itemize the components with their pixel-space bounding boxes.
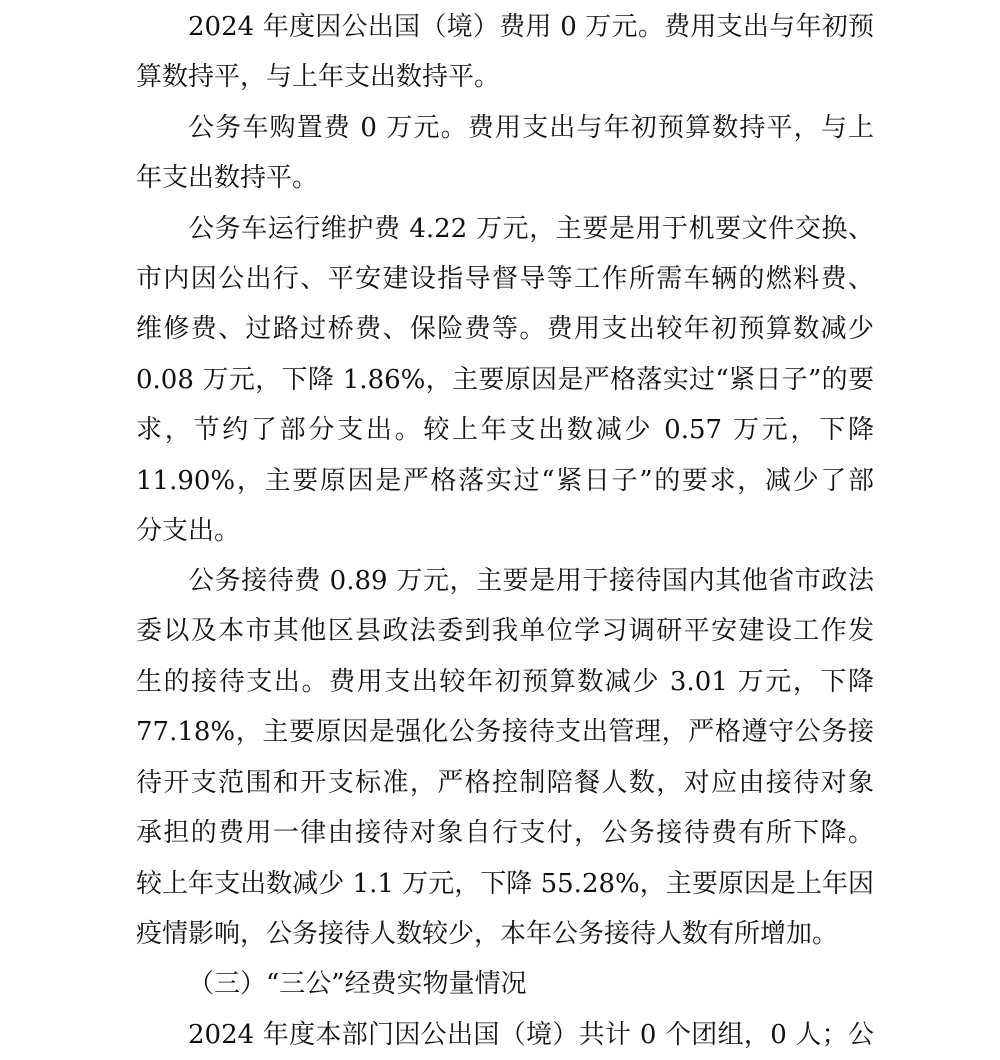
line-text: 77.18%，主要原因是强化公务接待支出管理，严格遵守公务接 xyxy=(136,717,874,747)
line-text: 生的接待支出。费用支出较年初预算数减少 3.01 万元，下降 xyxy=(136,667,874,697)
line-text: 公务车运行维护费 4.22 万元，主要是用于机要文件交换、 xyxy=(188,214,874,244)
line-text: 年支出数持平。 xyxy=(136,163,319,193)
line-text: 较上年支出数减少 1.1 万元，下降 55.28%，主要原因是上年因 xyxy=(136,869,874,899)
line-text: 公务接待费 0.89 万元，主要是用于接待国内其他省市政法 xyxy=(188,566,874,596)
paragraph-line xyxy=(0,758,1000,808)
paragraph-line xyxy=(0,204,1000,254)
line-text: 市内因公出行、平安建设指导督导等工作所需车辆的燃料费、 xyxy=(136,264,874,294)
paragraph-line xyxy=(0,657,1000,707)
paragraph-line xyxy=(0,808,1000,858)
line-text: 委以及本市其他区县政法委到我单位学习调研平安建设工作发 xyxy=(136,616,874,646)
paragraph-line xyxy=(0,556,1000,606)
line-text: 待开支范围和开支标准，严格控制陪餐人数，对应由接待对象 xyxy=(136,768,874,798)
line-text: 公务车购置费 0 万元。费用支出与年初预算数持平，与上 xyxy=(188,113,874,143)
paragraph-line xyxy=(0,2,1000,52)
line-text: 维修费、过路过桥费、保险费等。费用支出较年初预算数减少 xyxy=(136,314,874,344)
paragraph-line xyxy=(0,606,1000,656)
line-text: 11.90%，主要原因是严格落实过“紧日子”的要求，减少了部 xyxy=(136,466,874,496)
line-text: 算数持平，与上年支出数持平。 xyxy=(136,62,501,92)
paragraph-line xyxy=(0,859,1000,909)
paragraph-line xyxy=(0,103,1000,153)
paragraph-line xyxy=(0,153,1000,203)
section-heading xyxy=(0,959,1000,1009)
paragraph-line xyxy=(0,254,1000,304)
paragraph-line xyxy=(0,456,1000,506)
paragraph-line xyxy=(0,707,1000,757)
heading-text: （三）“三公”经费实物量情况 xyxy=(188,969,527,999)
paragraph-line xyxy=(0,304,1000,354)
paragraph-line xyxy=(0,909,1000,959)
line-text: 求，节约了部分支出。较上年支出数减少 0.57 万元，下降 xyxy=(136,415,874,445)
line-text: 疫情影响，公务接待人数较少，本年公务接待人数有所增加。 xyxy=(136,919,839,949)
line-text: 分支出。 xyxy=(136,516,241,546)
paragraph-line xyxy=(0,52,1000,102)
paragraph-line xyxy=(0,1010,1000,1060)
line-text: 承担的费用一律由接待对象自行支付，公务接待费有所下降。 xyxy=(136,818,874,848)
line-text: 2024 年度本部门因公出国（境）共计 0 个团组，0 人；公 xyxy=(188,1020,874,1050)
line-text: 2024 年度因公出国（境）费用 0 万元。费用支出与年初预 xyxy=(188,12,874,42)
paragraph-line xyxy=(0,506,1000,556)
paragraph-line xyxy=(0,355,1000,405)
line-text: 0.08 万元，下降 1.86%，主要原因是严格落实过“紧日子”的要 xyxy=(136,365,874,395)
paragraph-line xyxy=(0,405,1000,455)
